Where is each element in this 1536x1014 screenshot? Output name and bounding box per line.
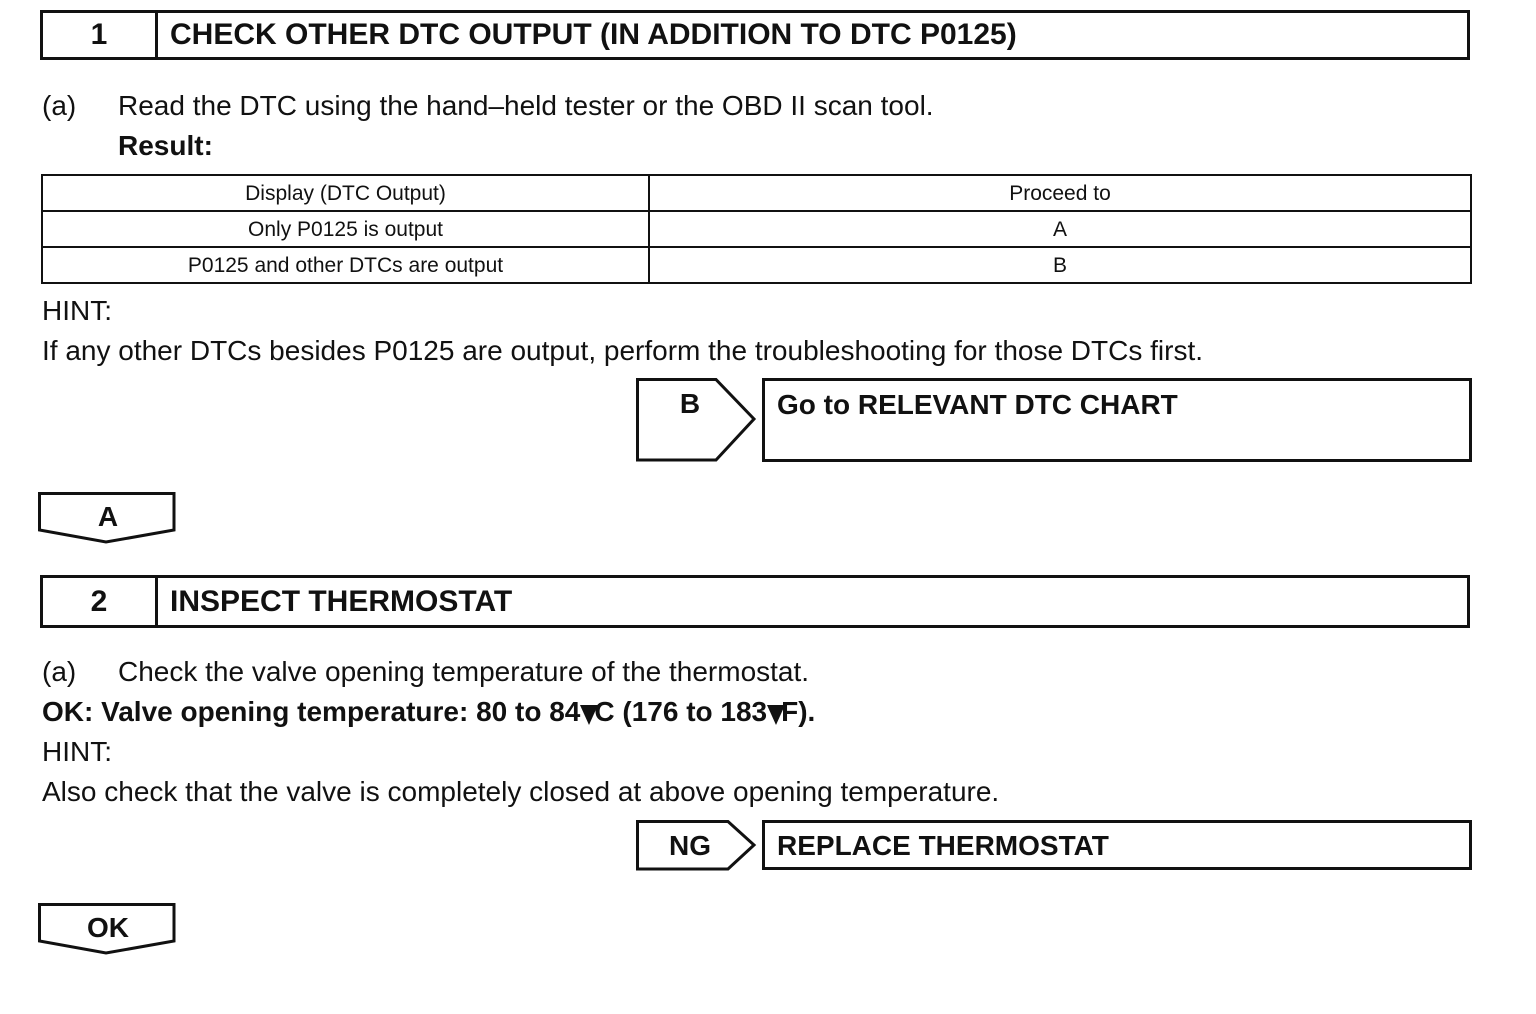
- instruction-text: Read the DTC using the hand–held tester or the OBD II scan tool.: [118, 90, 934, 121]
- step-1-header: [40, 10, 1470, 60]
- hint-text: Also check that the valve is completely closed at above opening temperature.: [42, 776, 1000, 807]
- table-cell: P0125 and other DTCs are output: [42, 247, 649, 283]
- hint-label: HINT:: [42, 736, 112, 767]
- branch-ng-label: NG: [669, 830, 711, 861]
- step-title: CHECK OTHER DTC OUTPUT (IN ADDITION TO DTC P0125): [170, 18, 1017, 51]
- step-number: 2: [43, 578, 158, 625]
- instruction-marker: (a): [42, 90, 77, 121]
- branch-b-label: B: [679, 388, 701, 419]
- table-cell: B: [649, 247, 1471, 283]
- result-label: Result:: [118, 130, 213, 161]
- branch-a-label: A: [97, 501, 119, 532]
- table-cell: A: [649, 211, 1471, 247]
- table-header: Proceed to: [649, 175, 1471, 211]
- hint-label: HINT:: [42, 295, 112, 326]
- table-cell: Only P0125 is output: [42, 211, 649, 247]
- ok-spec-fahrenheit: F).: [781, 696, 816, 727]
- step-number: 1: [43, 13, 158, 57]
- hint-text: If any other DTCs besides P0125 are output, perform the troubleshooting for those DTCs first.: [42, 335, 1204, 366]
- table-header: Display (DTC Output): [42, 175, 649, 211]
- ok-spec: [42, 696, 815, 728]
- table-row: [42, 247, 1471, 283]
- instruction-text: Check the valve opening temperature of the thermostat.: [118, 656, 810, 687]
- table-row: [42, 211, 1471, 247]
- result-table: [41, 174, 1472, 284]
- step-2-header: [40, 575, 1470, 628]
- ok-spec-celsius: C (176 to 183: [594, 696, 768, 727]
- ok-spec-prefix: OK: Valve opening temperature: 80 to 84: [42, 696, 581, 727]
- branch-b-action: Go to RELEVANT DTC CHART: [762, 378, 1472, 462]
- step-title: INSPECT THERMOSTAT: [170, 584, 513, 618]
- table-header-row: [42, 175, 1471, 211]
- branch-ng-action: REPLACE THERMOSTAT: [762, 820, 1472, 870]
- branch-ok-label: OK: [87, 912, 129, 943]
- instruction-marker: (a): [42, 656, 77, 687]
